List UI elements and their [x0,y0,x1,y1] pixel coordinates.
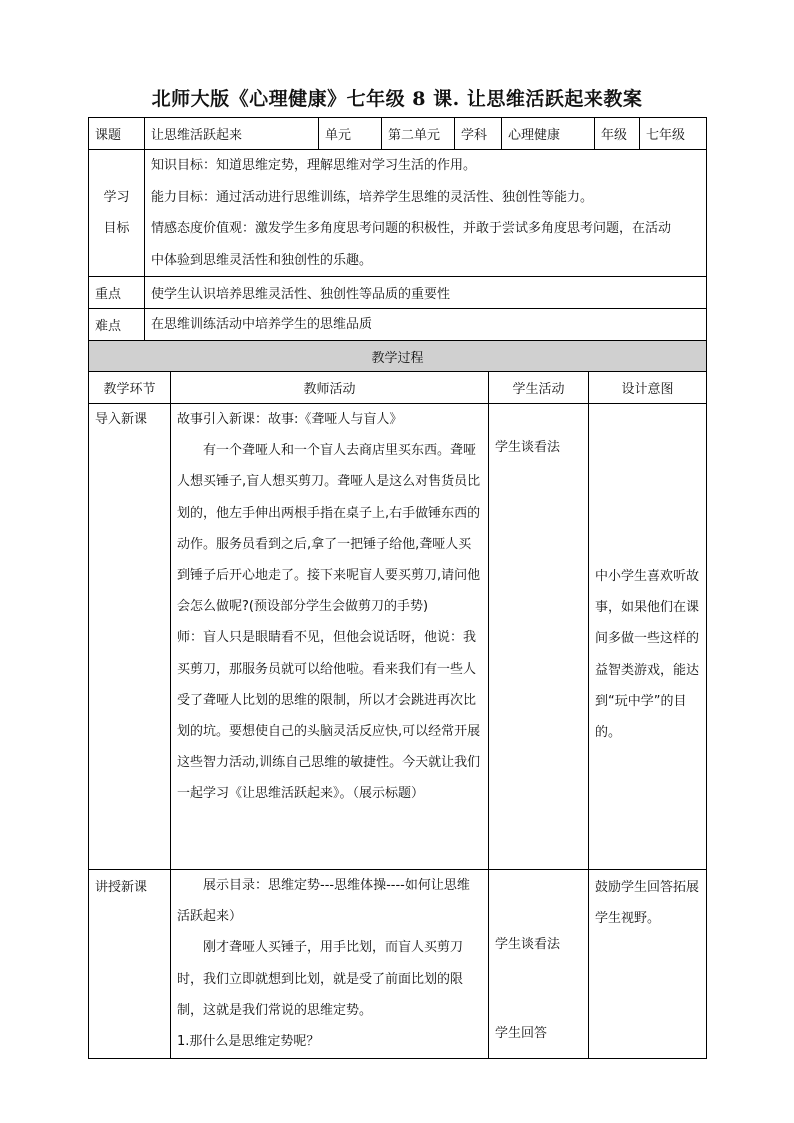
teacher-paragraph: 展示目录：思维定势---思维体操----如何让思维活跃起来） [177,878,470,925]
key-point-value: 使学生认识培养思维灵活性、独创性等品质的重要性 [145,277,707,309]
lesson-info-table [88,117,707,341]
unit-value: 第二单元 [382,118,455,150]
info-row [89,118,707,150]
topic-value: 让思维活跃起来 [145,118,319,150]
table-row [89,404,707,870]
teacher-paragraph: 1.那什么是思维定势呢？ [177,1034,320,1050]
subject-value: 心理健康 [502,118,595,150]
student-activity-1: 学生谈看法 [495,937,561,952]
student-activity-cell: 学生谈看法 [489,404,589,870]
emotion-goal-line2: 中体验到思维灵活性和独创性的乐趣。 [151,252,373,268]
process-band: 教学过程 [89,341,707,372]
header-stage: 教学环节 [89,372,171,404]
stage-cell: 导入新课 [89,404,171,870]
goals-label-line1: 学习 [103,190,130,205]
topic-label: 课题 [89,118,145,150]
grade-label: 年级 [595,118,640,150]
difficulty-row [89,309,707,341]
teacher-activity-cell [171,870,489,1059]
process-table [88,340,707,1059]
design-intent-cell: 鼓励学生回答拓展学生视野。 [589,870,707,1059]
knowledge-goal: 知识目标：知道思维定势，理解思维对学习生活的作用。 [151,158,477,173]
teacher-activity-cell [171,404,489,870]
difficulty-value: 在思维训练活动中培养学生的思维品质 [145,309,707,341]
goals-label [89,150,145,277]
grade-value: 七年级 [640,118,707,150]
header-intent: 设计意图 [589,372,707,404]
key-point-label: 重点 [89,277,145,309]
teacher-paragraph: 故事引入新课：故事:《聋哑人与盲人》 [177,412,403,427]
goals-row [89,150,707,277]
header-student: 学生活动 [489,372,589,404]
teacher-paragraph: 师：盲人只是眼睛看不见，但他会说话呀，他说：我买剪刀，那服务员就可以给他啦。看来我们有一些人受了聋哑人比划的思维的限制，所以才会跳进再次比划的坑。要想使自己的头脑灵活反应快,可以经常开展这些智力活动,训练自己思维的敏捷性。今天就让我们一起学习《让思维活跃起来》。（展示标题） [177,630,481,802]
key-point-row [89,277,707,309]
student-activity-2: 学生回答 [495,1026,548,1041]
student-activity-cell [489,870,589,1059]
process-band-row [89,341,707,372]
unit-label: 单元 [319,118,382,150]
goals-label-line2: 目标 [103,221,130,236]
difficulty-label: 难点 [89,309,145,341]
design-intent-cell: 中小学生喜欢听故事，如果他们在课间多做一些这样的益智类游戏，能达到“玩中学”的目的。 [589,404,707,870]
teacher-paragraph: 刚才聋哑人买锤子，用手比划，而盲人买剪刀时，我们立即就想到比划，就是受了前面比划的限制，这就是我们常说的思维定势。 [177,940,464,1018]
header-teacher: 教师活动 [171,372,489,404]
goals-content [145,150,707,277]
table-row [89,870,707,1059]
teacher-paragraph: 有一个聋哑人和一个盲人去商店里买东西。聋哑人想买锤子,盲人想买剪刀。聋哑人是这么对售货员比划的，他左手伸出两根手指在桌子上,右手做锤东西的动作。服务员看到之后,拿了一把锤子给他,聋哑人买到锤子后开心地走了。接下来呢盲人要买剪刀,请问他会怎么做呢?(预设部分学生会做剪刀的手势) [177,443,481,615]
emotion-goal-line1: 情感态度价值观：激发学生多角度思考问题的积极性，并敢于尝试多角度思考问题，在活动 [151,221,672,236]
process-header-row [89,372,707,404]
subject-label: 学科 [455,118,502,150]
ability-goal: 能力目标：通过活动进行思维训练，培养学生思维的灵活性、独创性等能力。 [151,189,594,205]
stage-cell: 讲授新课 [89,870,171,1059]
page-title: 北师大版《心理健康》七年级 8 课. 让思维活跃起来教案 [151,88,643,110]
